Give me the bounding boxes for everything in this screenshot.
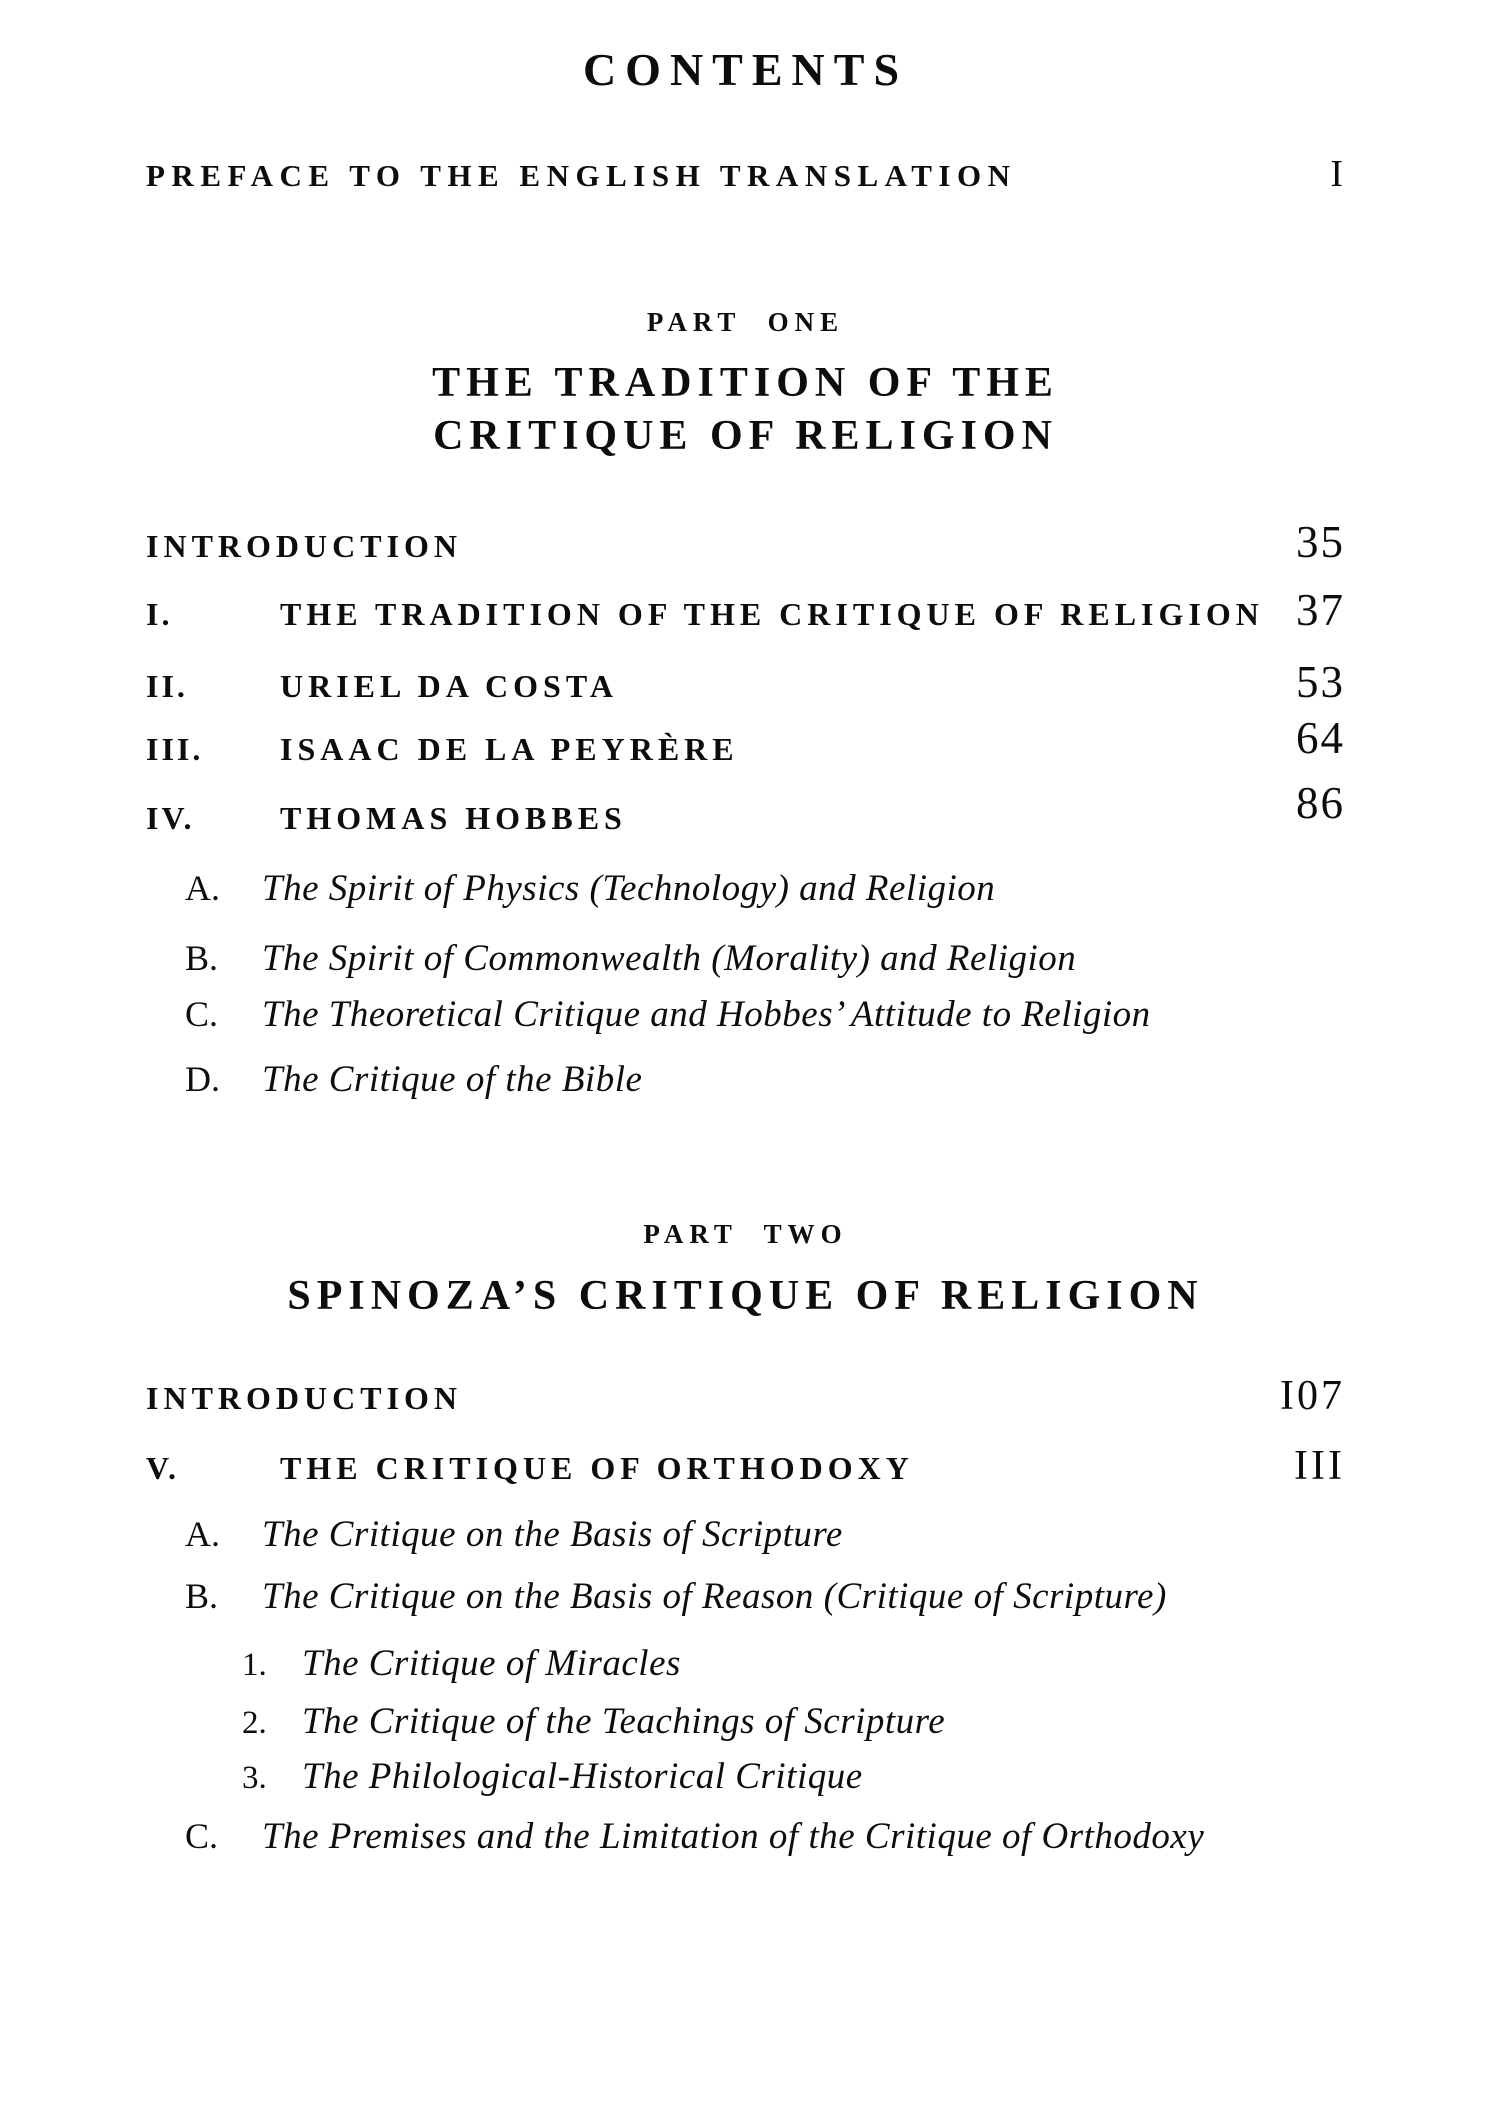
part-two-title: SPINOZA’S CRITIQUE OF RELIGION [287,1273,1204,1319]
toc-row-chapter-2 [146,657,1345,707]
chapter-numeral: IV. [146,800,195,836]
chapter-numeral: V. [146,1450,179,1486]
subsection-row [185,1818,1345,1855]
sub-item-title: The Critique of Miracles [302,1643,681,1684]
sub-item-number: 2. [242,1705,267,1741]
page-number: 64 [1296,713,1345,763]
subsection-title: The Spirit of Physics (Technology) and Religion [262,868,996,909]
toc-row-introduction-1 [146,517,1345,567]
subsection-letter: A. [185,868,220,908]
subsection-row [185,1061,1345,1098]
subsection-letter: B. [185,938,219,978]
chapter-label: URIEL DA COSTA [280,668,618,704]
subsection-title: The Critique on the Basis of Scripture [262,1514,843,1555]
subsection-row [185,996,1345,1033]
toc-row-introduction-2 [146,1375,1345,1417]
page-number: 53 [1296,657,1345,707]
subsection-letter: C. [185,1816,219,1856]
toc-row-chapter-4 [146,778,1345,837]
subsection-title: The Theoretical Critique and Hobbes’ Attitude to Religion [262,994,1151,1035]
toc-row-chapter-1 [146,585,1345,635]
chapter-numeral: III. [146,731,204,767]
part-one-title-line1: THE TRADITION OF THE [432,360,1059,406]
page-number: 37 [1296,585,1345,635]
subsection-row [185,870,1345,907]
subsection-title: The Spirit of Commonwealth (Morality) and Religion [262,938,1077,979]
subsection-letter: B. [185,1576,219,1616]
subsection-row [185,940,1345,977]
part-one-kicker: PART ONE [646,307,845,337]
preface-page-number: I [1330,153,1345,195]
chapter-numeral: II. [146,668,188,704]
chapter-label: THOMAS HOBBES [280,800,627,836]
part-two-kicker: PART TWO [643,1219,848,1249]
preface-row [146,155,1345,193]
page-title: CONTENTS [582,44,909,95]
subsection-letter: A. [185,1514,220,1554]
subsection-title: The Critique on the Basis of Reason (Critique of Scripture) [262,1576,1167,1617]
subsection-row [185,1578,1345,1615]
chapter-label: INTRODUCTION [146,528,463,564]
page-number: 86 [1296,778,1345,828]
part-one-title [146,357,1345,463]
chapter-label: INTRODUCTION [146,1380,463,1416]
page-number: III [1294,1443,1345,1489]
page-number: I07 [1280,1373,1345,1419]
chapter-label: THE CRITIQUE OF ORTHODOXY [280,1450,914,1486]
toc-row-chapter-5 [146,1445,1345,1487]
subsection-row [185,1516,1345,1553]
sub-item-number: 1. [242,1647,267,1683]
sub-item-number: 3. [242,1760,267,1796]
subsection-letter: C. [185,994,219,1034]
toc-row-chapter-3 [146,713,1345,768]
subsection-title: The Critique of the Bible [262,1059,643,1100]
chapter-label: THE TRADITION OF THE CRITIQUE OF RELIGION [280,596,1264,632]
page-number: 35 [1296,517,1345,567]
sub-item-row [242,1758,1342,1795]
sub-item-row [242,1703,1342,1740]
chapter-numeral: I. [146,596,173,632]
subsection-title: The Premises and the Limitation of the Critique of Orthodoxy [262,1816,1205,1857]
preface-label: PREFACE TO THE ENGLISH TRANSLATION [146,158,1017,193]
subsection-letter: D. [185,1059,220,1099]
chapter-label: ISAAC DE LA PEYRÈRE [280,731,739,767]
part-one-title-line2: CRITIQUE OF RELIGION [433,413,1058,459]
sub-item-title: The Philological-Historical Critique [302,1756,863,1797]
sub-item-title: The Critique of the Teachings of Scripture [302,1701,946,1742]
sub-item-row [242,1645,1342,1682]
